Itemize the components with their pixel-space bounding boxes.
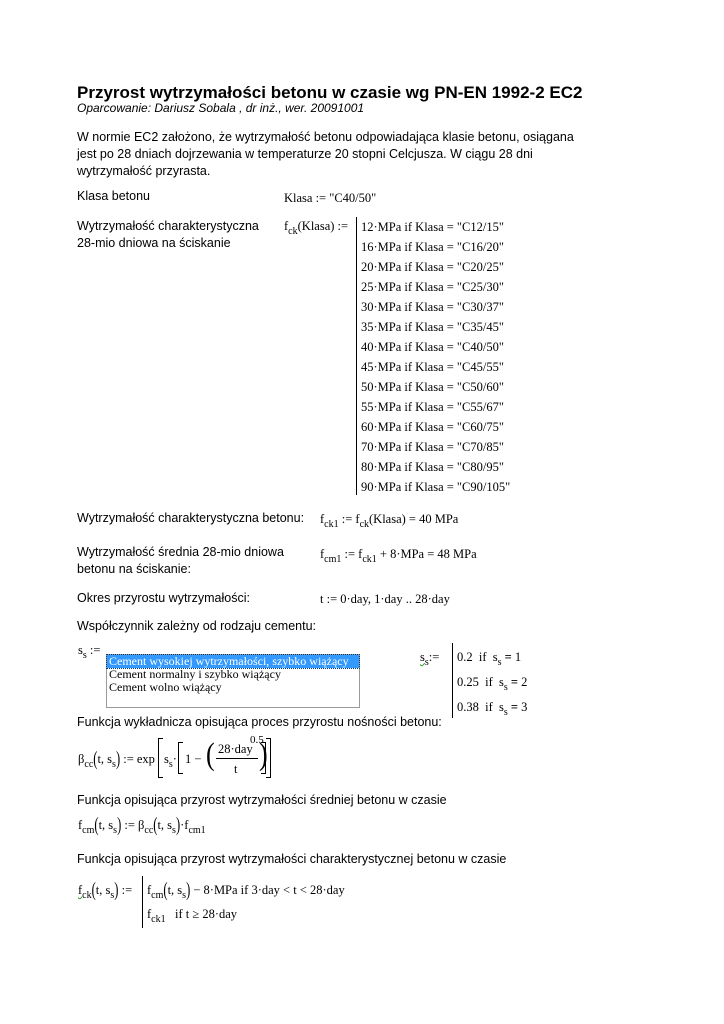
fck-piecewise-bar: [356, 217, 357, 495]
cement-option-selected[interactable]: Cement wysokiej wytrzymałości, szybko wiążący: [107, 655, 359, 668]
bracket-left: [158, 738, 163, 778]
s-piecewise-bar: [452, 643, 453, 718]
okres-expression[interactable]: t := 0·day, 1·day .. 28·day: [320, 592, 450, 606]
fck-row: 35·MPa if Klasa = "C35/45": [361, 320, 504, 334]
fck-definition-lhs[interactable]: [284, 219, 349, 237]
klasa-label: Klasa betonu: [77, 189, 150, 203]
beta-formula[interactable]: $\beta_{cc}(t$, $s_s$) := exp $s_s\cdot$ 1 − ( 28·day t ) 0.5: [78, 734, 298, 782]
cement-option[interactable]: Cement normalny i szybko wiążący: [109, 667, 281, 681]
fck-row: 80·MPa if Klasa = "C80/95": [361, 460, 504, 474]
fcm1-label: Wytrzymałość średnia 28-mio dniowa betonu na ściskanie:: [77, 545, 284, 576]
beta-label: Funkcja wykładnicza opisująca proces przyrostu nośności betonu:: [77, 715, 442, 729]
cement-option[interactable]: Cement wolno wiążący: [109, 680, 222, 694]
cement-label: Współczynnik zależny od rodzaju cementu:: [77, 619, 317, 633]
bracket-left-inner: [178, 742, 183, 774]
fck-func-piecewise-bar: [142, 876, 143, 928]
fck-argument: (Klasa) :=: [297, 219, 349, 233]
fck-row: 30·MPa if Klasa = "C30/37": [361, 300, 504, 314]
fcm-func-label: Funkcja opisująca przyrost wytrzymałości średniej betonu w czasie: [77, 793, 447, 807]
fcm-func-expression[interactable]: $f_{cm}(t$, $s_s$) := $\beta_{cc}(t$, $s_s)\cdot f_{cm1}$: [78, 813, 206, 836]
fck-func-label: Funkcja opisująca przyrost wytrzymałości charakterystycznej betonu w czasie: [77, 852, 507, 866]
cement-listbox[interactable]: [106, 654, 360, 708]
bracket-right: [266, 738, 271, 778]
fcm1-result: 48 MPa: [437, 547, 477, 561]
page-title: Przyrost wytrzymałości betonu w czasie wg PN-EN 1992-2 EC2: [77, 83, 583, 102]
fcm1-expression[interactable]: $f_{cm1}$ := $f_{ck1} + 8\cdot MPa = 48$ MPa: [320, 547, 477, 565]
fck-piecewise-rows[interactable]: [361, 220, 561, 500]
ss-listbox-variable: $s_s$ :=: [78, 643, 101, 661]
beta-exponent: 0.5: [250, 734, 264, 746]
fck1-label: Wytrzymałość charakterystyczna betonu:: [77, 511, 305, 525]
fck-row: 90·MPa if Klasa = "C90/105": [361, 480, 511, 494]
fck1-expression[interactable]: $f_{ck1}$ := $f_{ck}(Klasa) = 40$ MPa: [320, 512, 459, 530]
fck-func-row: $f_{ck1}$ if t ≥ 28·day: [147, 907, 238, 925]
fck1-result: 40 MPa: [419, 512, 459, 526]
fck-label: Wytrzymałość charakterystyczna 28-mio dniowa na ściskanie: [77, 219, 259, 250]
s-definition-lhs[interactable]: $s_s:=$: [420, 650, 440, 668]
beta-denominator: t: [234, 762, 238, 776]
fck-row: 12·MPa if Klasa = "C12/15": [361, 220, 504, 234]
fck-row: 20·MPa if Klasa = "C20/25": [361, 260, 504, 274]
fck-func-lhs[interactable]: $f_{ck}(t$, $s_s$) :=: [78, 878, 133, 901]
fck-row: 70·MPa if Klasa = "C70/85": [361, 440, 504, 454]
beta-numerator: 28·day: [218, 742, 253, 756]
fck-row: 25·MPa if Klasa = "C25/30": [361, 280, 504, 294]
intro-paragraph: W normie EC2 założono, że wytrzymałość betonu odpowiadająca klasie betonu, osiągana jest po 28 dniach dojrzewania w temperaturze 20 stopni Celcjusza. W ciągu 28 dni wytrzymałość przyrasta.: [77, 130, 574, 178]
fck-row: 45·MPa if Klasa = "C45/55": [361, 360, 504, 374]
klasa-expression[interactable]: Klasa := "C40/50": [284, 191, 377, 205]
fck-symbol: f: [284, 219, 289, 233]
fraction-line: [216, 758, 258, 759]
fck-row: 60·MPa if Klasa = "C60/75": [361, 420, 504, 434]
s-row: 0.25 if $s_s = 2$: [457, 675, 528, 693]
s-row: 0.2 if $s_s = 1$: [457, 650, 522, 668]
fck-row: 40·MPa if Klasa = "C40/50": [361, 340, 504, 354]
s-row: 0.38 if $s_s = 3$: [457, 700, 528, 718]
fck-row: 50·MPa if Klasa = "C50/60": [361, 380, 504, 394]
author-line: Oparcowanie: Dariusz Sobala , dr inż., wer. 20091001: [77, 101, 365, 115]
fck-subscript: ck: [288, 226, 298, 237]
fck-row: 55·MPa if Klasa = "C55/67": [361, 400, 504, 414]
fck-func-row: $f_{cm}(t$, $s_s) - 8\cdot MPa$ if 3·day < t < 28·day: [147, 878, 345, 901]
fck-row: 16·MPa if Klasa = "C16/20": [361, 240, 504, 254]
okres-label: Okres przyrostu wytrzymałości:: [77, 591, 250, 605]
